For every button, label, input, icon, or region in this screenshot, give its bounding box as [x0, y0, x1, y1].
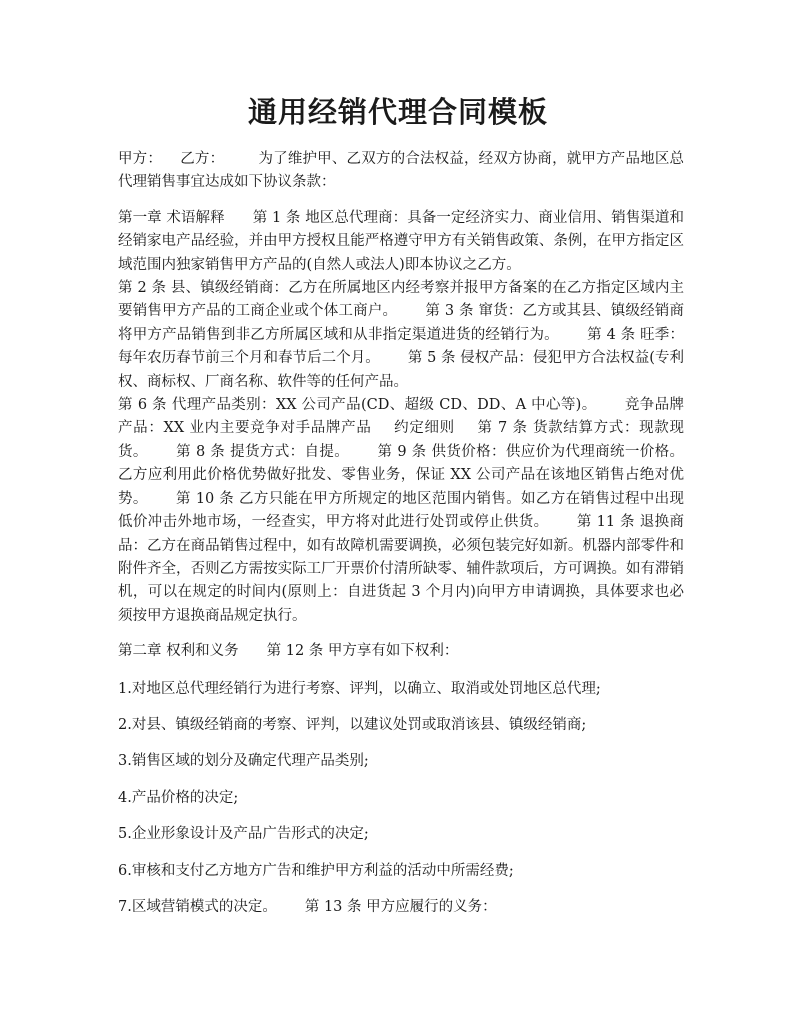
- article-11: 第 11 条 退换商品：乙方在商品销售过程中，如有故障机需要调换，必须包装完好如新。机器内部零件和附件齐全，否则乙方需按实际工厂开票价付清所缺零、辅件款项后，方可调换。如有滞销机，可以在规定的时间内(原则上：自进货起 3 个月内)向甲方申请调换，具体要求也必须按甲方退换商品规定执行。: [118, 514, 684, 624]
- right-item: 6.审核和支付乙方地方广告和维护甲方利益的活动中所需经费;: [118, 862, 514, 879]
- chapter1-section: [118, 207, 684, 628]
- right-item: 2.对县、镇级经销商的考察、评判，以建议处罚或取消该县、镇级经销商;: [118, 716, 587, 733]
- right-item: 4.产品价格的决定;: [118, 789, 239, 806]
- document-title: 通用经销代理合同模板: [247, 95, 548, 129]
- preamble-text: 为了维护甲、乙双方的合法权益，经双方协商，就甲方产品地区总代理销售事宜达成如下协议条款：: [118, 151, 685, 191]
- right-item: 3.销售区域的划分及确定代理产品类别;: [118, 753, 369, 770]
- right-item: 1.对地区总代理经销行为进行考察、评判，以确立、取消或处罚地区总代理;: [118, 680, 601, 697]
- article-7: 第 7 条 货款结算方式：现款现货。: [118, 420, 684, 460]
- right-item-7: 7.区域营销模式的决定。: [118, 898, 277, 915]
- article-5: 第 5 条 侵权产品：侵犯甲方合法权益(专利权、商标权、厂商名称、软件等的任何产品。: [118, 350, 684, 390]
- chapter1-heading: 第一章 术语解释: [118, 209, 225, 226]
- article-2: 第 2 条 县、镇级经销商：乙方在所属地区内经考察并报甲方备案的在乙方指定区域内主要销售甲方产品的工商企业或个体工商户。: [118, 280, 684, 320]
- agreed-rules-heading: 约定细则: [393, 420, 455, 437]
- chapter2-heading: 第二章 权利和义务: [118, 643, 239, 660]
- article-13: 第 13 条 甲方应履行的义务：: [304, 898, 497, 915]
- party-a-label: 甲方：: [118, 151, 163, 167]
- chapter2-section: [118, 640, 684, 663]
- competing-brands: 竞争品牌产品：XX 业内主要竞争对手品牌产品: [118, 397, 685, 437]
- right-item: 5.企业形象设计及产品广告形式的决定;: [118, 826, 369, 843]
- document-body: [118, 148, 684, 932]
- intro-paragraph: [118, 148, 684, 195]
- article-3: 第 3 条 窜货：乙方或其县、镇级经销商将甲方产品销售到非乙方所属区域和从非指定渠道进货的经销行为。: [118, 303, 684, 343]
- article-8: 第 8 条 提货方式：自提。: [175, 443, 350, 460]
- article-10: 第 10 条 乙方只能在甲方所规定的地区范围内销售。如乙方在销售过程中出现低价冲击外地市场，一经查实，甲方将对此进行处罚或停止供货。: [118, 490, 684, 531]
- article-4: 第 4 条 旺季：每年农历春节前三个月和春节后二个月。: [118, 326, 684, 367]
- article-1: 第 1 条 地区总代理商：具备一定经济实力、商业信用、销售渠道和经销家电产品经验，并由甲方授权且能严格遵守甲方有关销售政策、条例，在甲方指定区域范围内独家销售甲方产品的(自然人或法人)即本协议之乙方。: [118, 209, 685, 273]
- article-6: 第 6 条 代理产品类别：XX 公司产品(CD、超级 CD、DD、A 中心等)。: [118, 397, 597, 414]
- article-9: 第 9 条 供货价格：供应价为代理商统一价格。乙方应利用此价格优势做好批发、零售业务，保证 XX 公司产品在该地区销售占绝对优势。: [118, 443, 684, 507]
- right-item-last: [118, 896, 684, 919]
- article-12: 第 12 条 甲方享有如下权利：: [266, 643, 459, 660]
- party-b-label: 乙方：: [180, 151, 225, 167]
